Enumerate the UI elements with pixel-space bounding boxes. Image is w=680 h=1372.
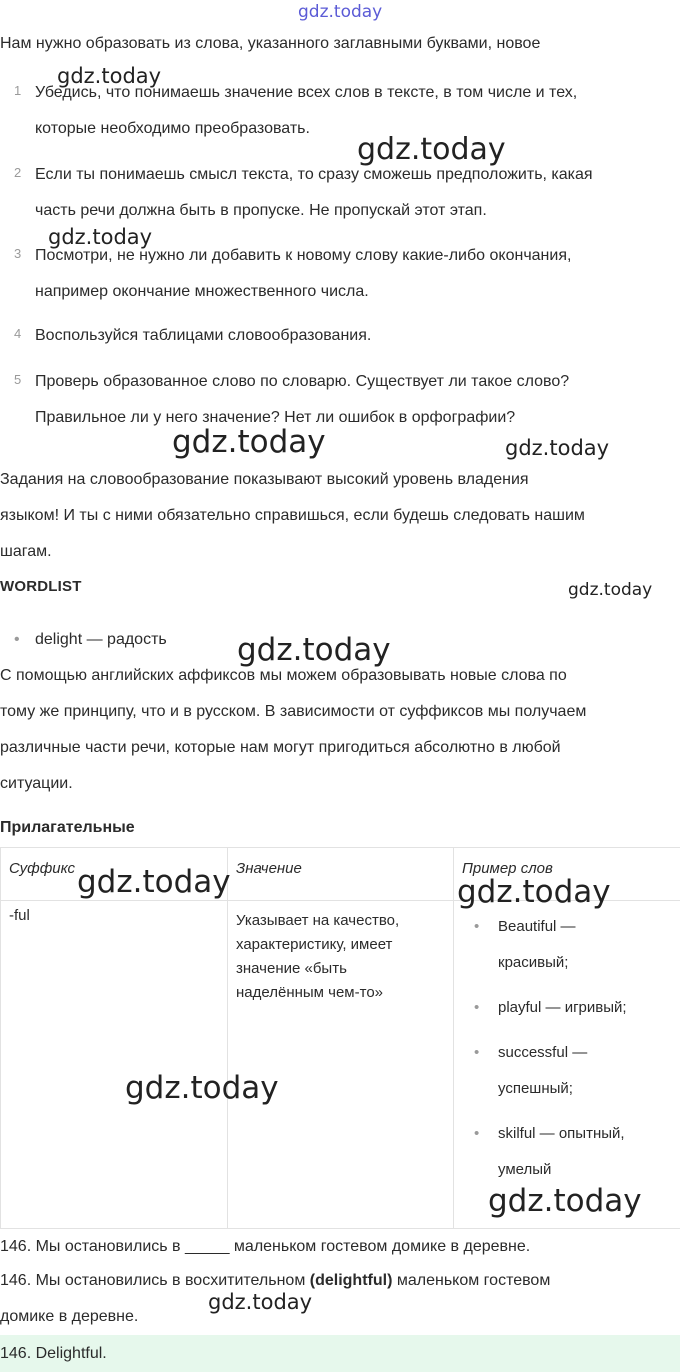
bullet-dot: • <box>474 918 480 935</box>
meaning-line: значение «быть <box>236 960 347 977</box>
section-heading: Прилагательные <box>0 819 135 836</box>
watermark: gdz.today <box>208 1290 313 1314</box>
meaning-cell <box>228 901 454 1229</box>
example-item <box>474 909 672 981</box>
step-number: 3 <box>14 246 22 261</box>
watermark: gdz.today <box>77 864 231 900</box>
task-text: 146. Мы остановились в _____ маленьком гостевом домике в деревне. <box>0 1238 531 1255</box>
step-text: Если ты понимаешь смысл текста, то сразу сможешь предположить, какая <box>35 166 593 183</box>
step-text: Посмотри, не нужно ли добавить к новому слову какие-либо окончания, <box>35 247 572 264</box>
step-number: 2 <box>14 165 22 180</box>
solution-pre: 146. Мы остановились в восхитительном <box>0 1272 310 1289</box>
meaning-line: наделённым чем-то» <box>236 984 383 1001</box>
example-line: skilful — опытный, <box>498 1125 625 1142</box>
solution-bold: (delightful) <box>309 1272 393 1289</box>
example-item <box>474 990 672 1026</box>
step-number: 4 <box>14 326 22 341</box>
solution-post: маленьком гостевом <box>392 1272 551 1289</box>
paragraph-line: тому же принципу, что и в русском. В зависимости от суффиксов мы получаем <box>0 703 587 720</box>
example-item <box>474 1116 672 1188</box>
step-text: Воспользуйся таблицами словообразования. <box>35 327 372 344</box>
example-line: successful — <box>498 1044 588 1061</box>
watermark: gdz.today <box>357 132 506 167</box>
examples-cell <box>454 901 680 1229</box>
step-text: часть речи должна быть в пропуске. Не пропускай этот этап. <box>35 202 487 219</box>
example-line: playful — игривый; <box>498 999 627 1016</box>
watermark: gdz.today <box>172 424 326 460</box>
step-text: например окончание множественного числа. <box>35 283 369 300</box>
watermark: gdz.today <box>488 1183 642 1219</box>
bullet-dot: • <box>474 999 480 1016</box>
step-number: 1 <box>14 83 22 98</box>
example-line: умелый <box>498 1161 552 1178</box>
example-line: красивый; <box>498 954 569 971</box>
column-header: Суффикс <box>1 848 228 901</box>
meaning-line: Указывает на качество, <box>236 912 400 929</box>
solution-line: домике в деревне. <box>0 1308 139 1325</box>
examples-list <box>462 909 672 1188</box>
wordlist-title: WORDLIST <box>0 578 82 595</box>
watermark: gdz.today <box>457 874 611 910</box>
step-text: которые необходимо преобразовать. <box>35 120 310 137</box>
column-header: Значение <box>228 848 454 901</box>
paragraph <box>0 462 680 570</box>
wordlist-item: delight — радость <box>35 631 167 648</box>
solution-text <box>0 1263 680 1335</box>
paragraph-line: шагам. <box>0 543 52 560</box>
intro-text: Нам нужно образовать из слова, указанного заглавными буквами, новое <box>0 35 541 52</box>
example-line: Beautiful — <box>498 918 576 935</box>
step-text: Правильное ли у него значение? Нет ли ошибок в орфографии? <box>35 409 516 426</box>
meaning-line: характеристику, имеет <box>236 936 393 953</box>
bullet-dot: • <box>474 1125 480 1142</box>
answer-box <box>0 1335 680 1372</box>
column-header: Пример слов <box>454 848 680 901</box>
step-number: 5 <box>14 372 22 387</box>
example-line: успешный; <box>498 1080 573 1097</box>
watermark: gdz.today <box>57 64 162 88</box>
watermark: gdz.today <box>237 632 391 668</box>
example-item <box>474 1035 672 1107</box>
watermark: gdz.today <box>568 580 653 600</box>
bullet-dot: • <box>14 631 20 648</box>
paragraph-line: Задания на словообразование показывают высокий уровень владения <box>0 471 529 488</box>
suffix-cell <box>1 901 228 1229</box>
watermark: gdz.today <box>125 1070 279 1106</box>
watermark: gdz.today <box>48 225 153 249</box>
paragraph-line: языком! И ты с ними обязательно справишься, если будешь следовать нашим <box>0 507 585 524</box>
paragraph-line: различные части речи, которые нам могут пригодиться абсолютно в любой <box>0 739 561 756</box>
solution-line <box>0 1263 680 1299</box>
paragraph-line: ситуации. <box>0 775 73 792</box>
watermark: gdz.today <box>505 436 610 460</box>
watermark-top: gdz.today <box>298 2 383 22</box>
step-text: Проверь образованное слово по словарю. Существует ли такое слово? <box>35 373 570 390</box>
step-text: Убедись, что понимаешь значение всех слов в тексте, в том числе и тех, <box>35 84 578 101</box>
paragraph <box>0 658 680 802</box>
suffix-value: -ful <box>9 907 30 924</box>
answer-text: 146. Delightful. <box>0 1345 107 1362</box>
table-row <box>1 901 680 1229</box>
bullet-dot: • <box>474 1044 480 1061</box>
paragraph-line: С помощью английских аффиксов мы можем образовывать новые слова по <box>0 667 567 684</box>
